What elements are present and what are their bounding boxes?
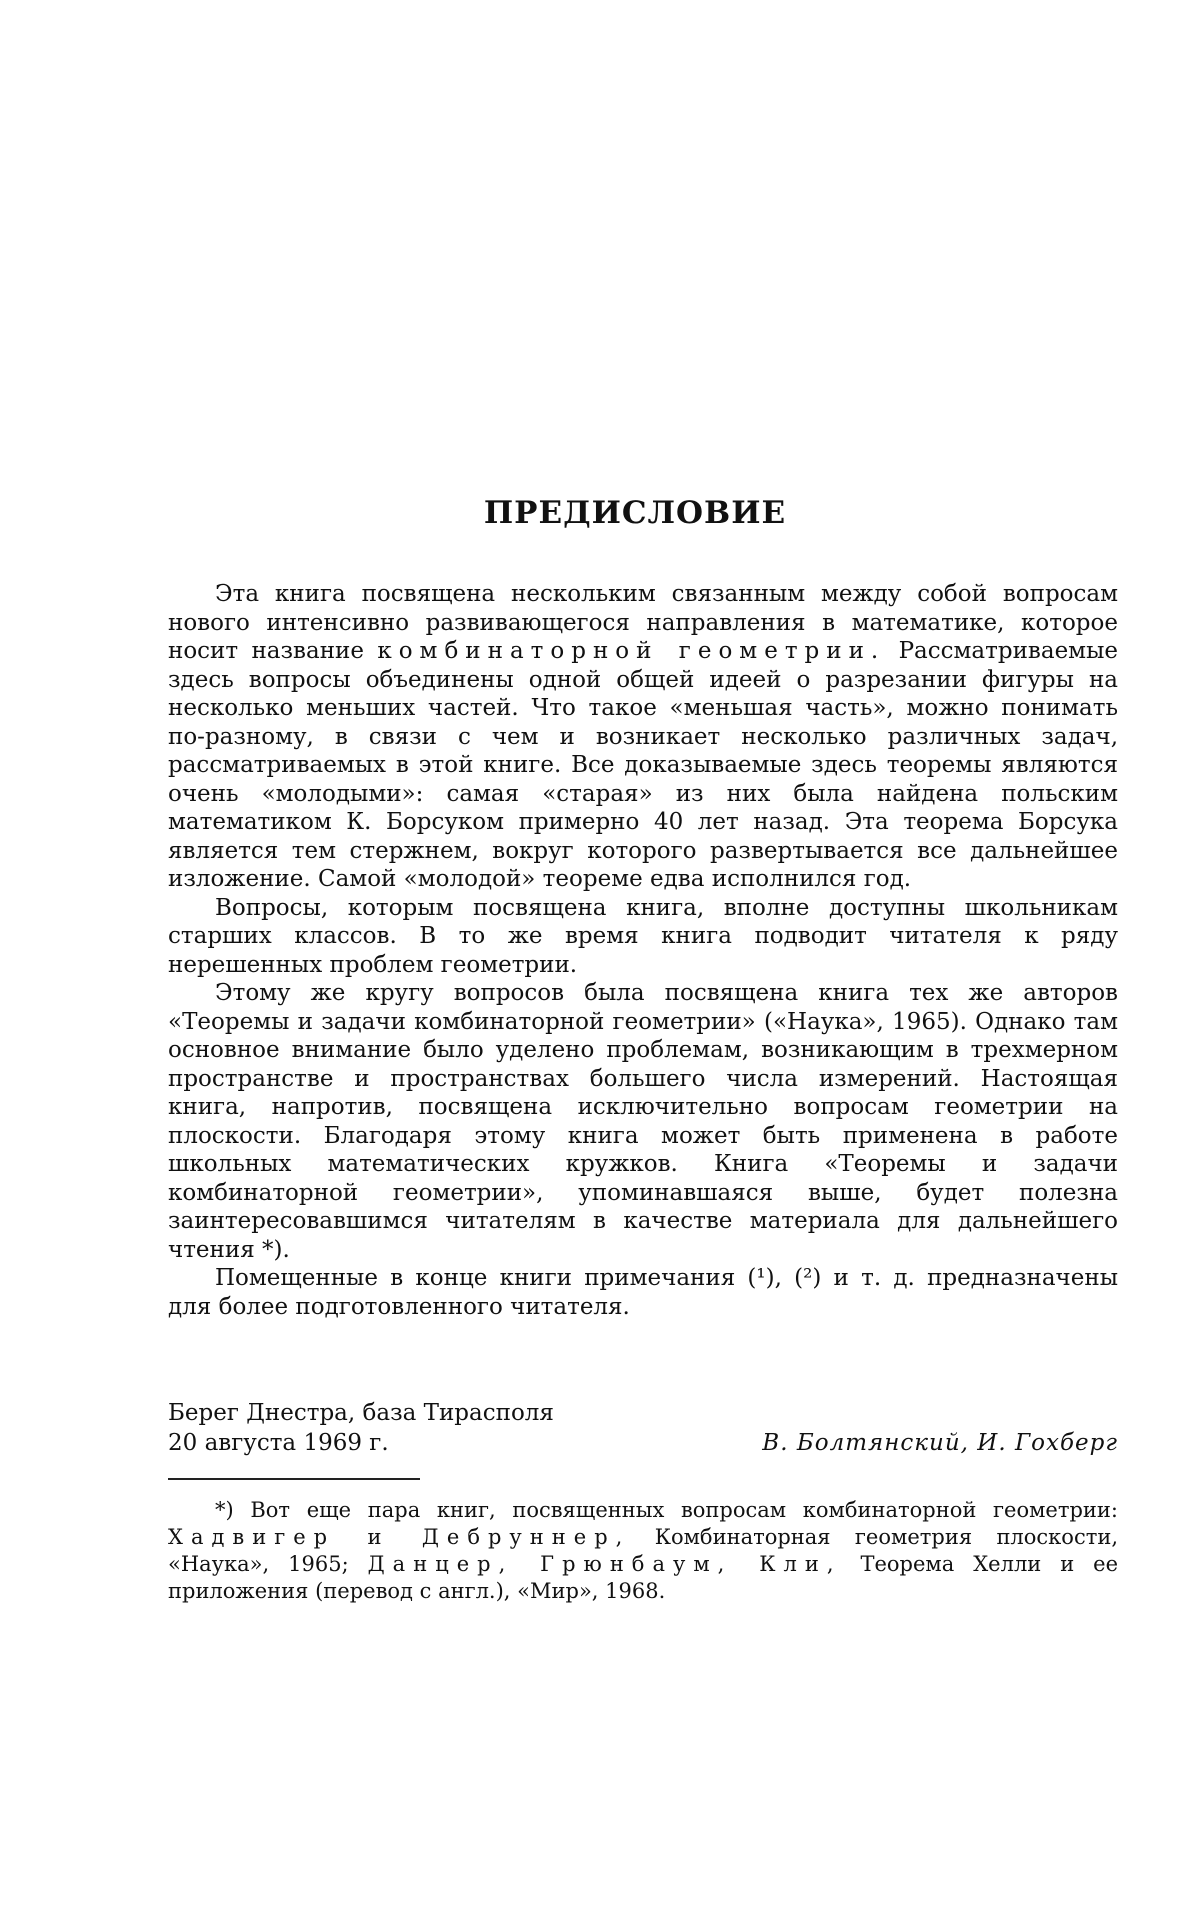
- footnote-end: Теорема Хелли и ее приложения (перевод с англ.), «Мир», 1968.: [168, 1552, 1118, 1603]
- paragraph-2: Вопросы, которым посвящена книга, вполне доступны школьникам старших классов. В то же время книга подводит читателя к ряду нерешенных проблем геометрии.: [168, 894, 1118, 980]
- paragraph-4: Помещенные в конце книги примечания (¹), (²) и т. д. предназначены для более подготовленного читателя.: [168, 1264, 1118, 1321]
- signature-authors: В. Болтянский, И. Гохберг: [762, 1428, 1118, 1458]
- paragraph-1: [168, 580, 1118, 894]
- footnote-divider: [168, 1478, 420, 1480]
- paragraph-1-rest: Рассматриваемые здесь вопросы объединены одной общей идеей о разрезании фигуры на несколько меньших частей. Что такое «меньшая часть», можно понимать по-разному, в связи с чем и возникает несколько различных задач, рассматриваемых в этой книге. Все доказываемые здесь теоремы являются очень «молодыми»: самая «старая» из них была найдена польским математиком К. Борсуком примерно 40 лет назад. Эта теорема Борсука является тем стержнем, вокруг которого развертывается все дальнейшее изложение. Самой «молодой» теореме едва исполнился год.: [168, 638, 1118, 892]
- footnote-start: *) Вот еще пара книг, посвященных вопросам комбинаторной геометрии:: [215, 1498, 1118, 1522]
- book-page: [0, 0, 1200, 1925]
- paragraph-1-start: Эта книга посвящена нескольким связанным между собой вопросам нового интенсивно развивающегося направления в математике, которое носит название: [168, 581, 1118, 664]
- signature-line: [168, 1428, 1118, 1458]
- footnote-middle: Комбинаторная геометрия плоскости, «Наука», 1965;: [168, 1525, 1118, 1576]
- page-title: ПРЕДИСЛОВИЕ: [0, 495, 1200, 531]
- footnote-author-1: Хадвигер и Дебруннер,: [168, 1525, 630, 1549]
- term-combinatorial-geometry: комбинаторной геометрии.: [377, 638, 885, 664]
- footnote: [168, 1497, 1118, 1605]
- footnote-author-2: Данцер, Грюнбаум, Кли,: [368, 1552, 842, 1576]
- signature-place: Берег Днестра, база Тирасполя: [168, 1398, 1118, 1428]
- preface-body: [168, 580, 1118, 1321]
- signature-date: 20 августа 1969 г.: [168, 1428, 389, 1458]
- paragraph-3: Этому же кругу вопросов была посвящена книга тех же авторов «Теоремы и задачи комбинаторной геометрии» («Наука», 1965). Однако там основное внимание было уделено проблемам, возникающим в трехмерном пространстве и пространствах большего числа измерений. Настоящая книга, напротив, посвящена исключительно вопросам геометрии на плоскости. Благодаря этому книга может быть применена в работе школьных математических кружков. Книга «Теоремы и задачи комбинаторной геометрии», упоминавшаяся выше, будет полезна заинтересовавшимся читателям в качестве материала для дальнейшего чтения *).: [168, 979, 1118, 1264]
- signature-block: [168, 1398, 1118, 1458]
